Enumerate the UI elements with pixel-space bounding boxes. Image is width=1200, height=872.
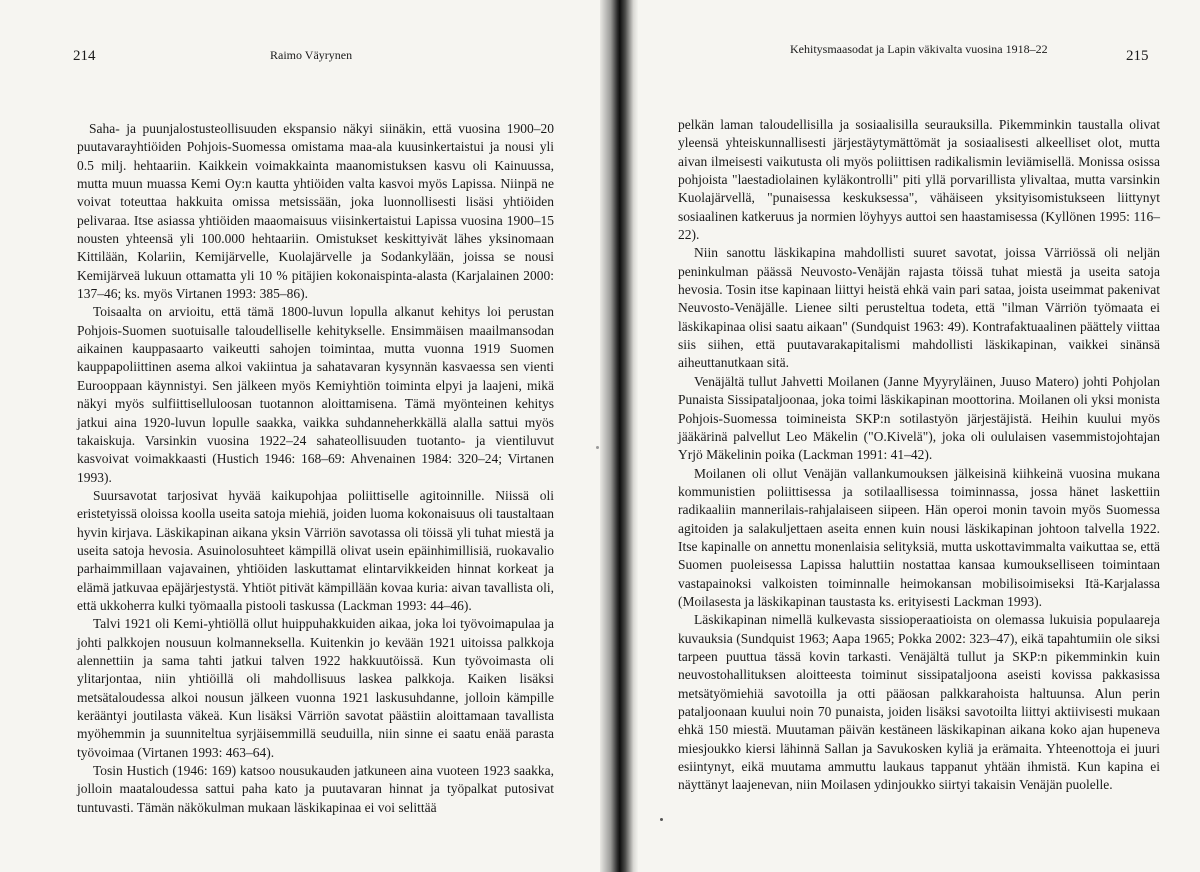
page-number: 214 bbox=[73, 48, 96, 64]
paper-speck bbox=[596, 446, 599, 449]
page-number: 215 bbox=[1126, 48, 1149, 64]
left-body-text bbox=[77, 120, 554, 817]
right-page bbox=[638, 0, 1200, 872]
book-gutter bbox=[600, 0, 638, 872]
paragraph: Toisaalta on arvioitu, että tämä 1800-luvun lopulla alkanut kehitys loi perustan Pohjois-Suomen suotuisalle taloudelliselle kehitykselle. Ensimmäisen maailmansodan aikainen kauppasaarto vaikeutti sahojen toimintaa, mutta vuonna 1919 Suomen kauppapoliittinen asema alkoi vakiintua ja sahatavaran kysynnän kasvaessa sen vienti Eurooppaan käynnistyi. Sen jälkeen myös Kemiyhtiön toiminta elpyi ja laajeni, mikä näkyi myös sulfiittiselluloosan tuotannon aloittamisena. Tämä myönteinen kehitys jatkui aina 1920-luvun lopulle saakka, vaikka suhdanneherkkällä alalla sattui myös takaiskuja. Varsinkin vuosina 1922–24 sahateollisuuden tuotanto- ja vientiluvut kasvoivat voimakkaasti (Hustich 1946: 168–69: Ahvenainen 1984: 320–24; Virtanen 1993). bbox=[77, 304, 554, 485]
right-body-text bbox=[678, 116, 1160, 795]
paragraph: Moilanen oli ollut Venäjän vallankumouksen jälkeisinä kiihkeinä vuosina mukana kommunistien poliittisessa ja sotilaallisessa toiminnassa, jossa hänet laskettiin radikaaliin mannerilais-rahjalaiseen siipeen. Hän operoi monin tavoin myös Suomessa agitoiden ja salakuljettaen aseita ennen kuin nousi läskikapinan johtoon talvella 1922. Itse kapinalle on annettu monenlaisia selityksiä, mutta uskottavimmalta vaikuttaa se, että Suomen puoleisessa Lapissa haluttiin nostattaa kansaa kumoukselliseen toimintaan vastapainoksi valkoisten toiminnalle heimokansan mobilisoimiseksi Itä-Karjalassa (Moilasesta ja läskikapinan taustasta ks. erityisesti Lackman 1993). bbox=[678, 465, 1160, 609]
paragraph: Saha- ja puunjalostusteollisuuden ekspansio näkyi siinäkin, että vuosina 1900–20 puutavarayhtiöiden Pohjois-Suomessa omistama maa-ala kuusinkertaistui ja nousi yli 0.5 milj. hehtaariin. Kaikkein voimakkainta maanomistuksen kasvu oli Kainuussa, mutta muun muassa Kemi Oy:n kautta yhtiöiden valta kasvoi myös Lapissa. Niinpä ne voivat toteuttaa hakkuita omissa metsissään, joka luonnollisesti lisäsi yhtiöiden pelivaraa. Itse asiassa yhtiöiden maaomaisuus viisinkertaistui Lapissa vuosina 1900–15 nousten yhteensä yli 100.000 hehtaariin. Omistukset keskittyivät lähes yksinomaan Kittilään, Kolariin, Kemijärvelle, Kuolajärvelle ja Sodankylään, joissa se nousi Kemijärveä lukuun ottamatta yli 10 % pitäjien kokonaispinta-alasta (Karjalainen 2000: 137–46; ks. myös Virtanen 1993: 385–86). bbox=[77, 121, 554, 302]
paragraph: Venäjältä tullut Jahvetti Moilanen (Janne Myyryläinen, Juuso Matero) johti Pohjolan Punaista Sissipataljoonaa, joka toimi läskikapinan moottorina. Moilanen oli yksi monista Pohjois-Suomessa toimineista SKP:n sotilastyön järjestäjistä. Heihin kuului myös jääkärinä palvellut Leo Mäkelin ("O.Kivelä"), joka oli oululaisen vasemmistojohtajan Yrjö Mäkelinin poika (Lackman 1991: 41–42). bbox=[678, 373, 1160, 463]
paragraph: Talvi 1921 oli Kemi-yhtiöllä ollut huippuhakkuiden aikaa, joka loi työvoimapulaa ja johti palkkojen nousuun kolmanneksella. Kuitenkin jo kevään 1921 uitoissa palkkoja alennettiin ja sama tahti jatkui talven 1922 hakkuutöissä. Kun työvoimasta oli ylitarjontaa, niin yhtiöillä oli mahdollisuus laskea palkkoja. Kaiken lisäksi metsätaloudessa alkoi nousun jälkeen vuonna 1921 laskusuhdanne, jolloin kämpille kerääntyi joutilasta väkeä. Kun lisäksi Värriön savotat päästiin aloittamaan tavallista myöhemmin ja suunniteltua syrjäisemmillä seuduilla, niin sinne ei saatu enää parasta työvoimaa (Virtanen 1993: 463–64). bbox=[77, 616, 554, 760]
running-head: Raimo Väyrynen bbox=[270, 48, 353, 62]
running-head: Kehitysmaasodat ja Lapin väkivalta vuosina 1918–22 bbox=[790, 42, 1048, 56]
paragraph: pelkän laman taloudellisilla ja sosiaalisilla seurauksilla. Pikemminkin taustalla olivat yleensä yhteiskunnallisesti järjestäytymättömät ja sosiaalisesti alkeelliset olot, mutta aivan ilmeisesti vaikutusta oli myös poliittisen radikalismin leviämisellä. Monissa osissa pohjoista "laestadiolainen kyläkontrolli" piti yllä porvarillista ylivaltaa, mutta varsinkin Kuolajärvellä, "punaisessa keskuksessa", vähäiseen yksityisomistukseen liittynyt sosiaalinen katkeruus ja normien löyhyys auttoi sen haastamisessa (Kyllönen 1995: 116–22). bbox=[678, 117, 1160, 243]
paragraph: Suursavotat tarjosivat hyvää kaikupohjaa poliittiselle agitoinnille. Niissä oli eristetyissä oloissa koolla useita satoja miehiä, joiden luoma kokonaisuus oli taustaltaan hyvin kirjava. Läskikapinan aikana yksin Värriön savotassa oli töissä yli tuhat miestä ja useita satoja hevosia. Asuinolosuhteet kämpillä olivat usein epäinhimillisiä, ruokavalio parhaimmillaan vajavainen, yhtiöiden laskuttamat elintarvikkeiden hinnat korkeat ja elämä jatkuvaa epäjärjestystä. Yhtiöt pitivät kämpillään kovaa kuria: aivan tavallista oli, että ukkoherra kulki työmaalla pistooli taskussa (Lackman 1993: 44–46). bbox=[77, 487, 554, 613]
paragraph: Tosin Hustich (1946: 169) katsoo nousukauden jatkuneen aina vuoteen 1923 saakka, jolloin maataloudessa sattui paha kato ja puutavaran hinnat ja työpalkat putosivat tuntuvasti. Tämän näkökulman mukaan läskikapinaa ei voi selittää bbox=[77, 763, 554, 815]
paragraph: Läskikapinan nimellä kulkevasta sissioperaatioista on olemassa lukuisia populaareja kuvauksia (Sundquist 1963; Aapa 1965; Pokka 2002: 323–47), eikä tapahtumiin ole siksi tarpeen puuttua tässä kovin tarkasti. Venäjältä tullut ja SKP:n pikemminkin kuin neuvostohallituksen aloitteesta toiminut sissipataljoona aseisti kovissa pakkasissa metsätyömiehiä savotoilla ja otti pääosan palkkarahoista haltuunsa. Alun perin pataljoonaan kuului noin 70 punaista, joiden lisäksi savotoilta liittyi aktiivisesti mukaan ehkä 150 miestä. Muutaman päivän kestäneen läskikapinan aikana koko ajan hupeneva miesjoukko kiersi lähinnä Sallan ja Savukosken kyliä ja erämaita. Yhteenottoja ei juuri esiintynyt, eikä muutama ammuttu laukaus tappanut yhtään ihmistä. Kun kapina ei näyttänyt laajenevan, niin Moilasen ydinjoukko siirtyi takaisin Venäjän puolelle. bbox=[678, 612, 1160, 793]
margin-dot bbox=[660, 818, 663, 821]
paragraph: Niin sanottu läskikapina mahdollisti suuret savotat, joissa Värriössä oli neljän peninkulman päässä Neuvosto-Venäjän rajasta töissä tuhat miestä ja useita satoja hevosia. Tosin itse kapinaan liittyi heistä ehkä vain pari sataa, joista useimmat pakenivat Neuvosto-Venäjälle. Lienee silti perusteltua todeta, että "ilman Värriön työmaata ei läskikapinaa olisi saatu aikaan" (Sundquist 1963: 49). Kontrafaktuaalinen päättely viittaa siis siihen, että puutavarakapitalismi mahdollisti läskikapinan, vaikkei sinänsä aiheuttanutkaan sitä. bbox=[678, 245, 1160, 371]
